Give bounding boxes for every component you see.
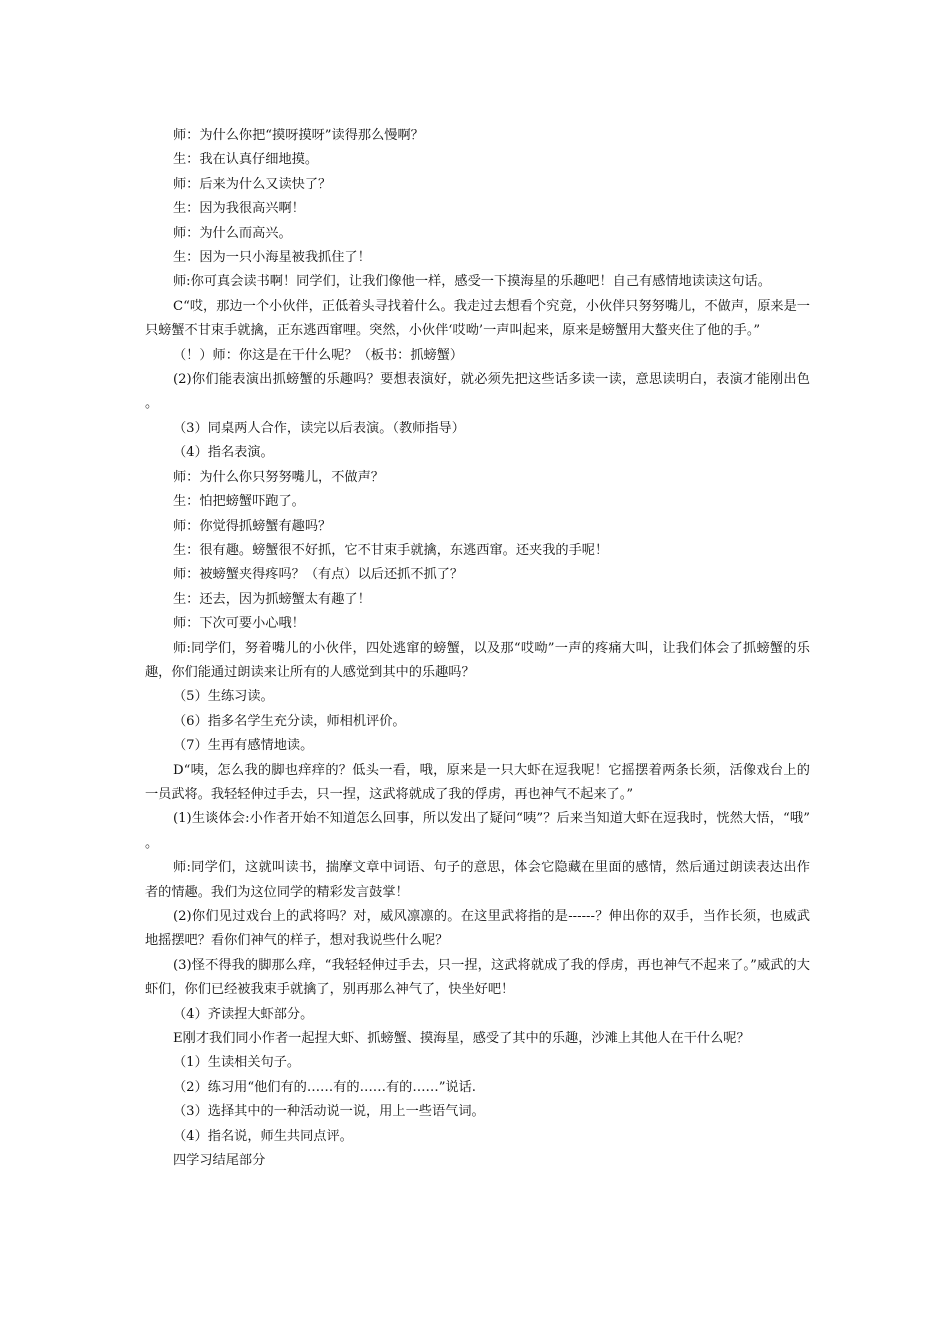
step-item: (1)生谈体会:小作者开始不知道怎么回事，所以发出了疑问“咦”？后来当知道大虾在逗我时，恍然大悟，“哦”。 xyxy=(145,811,810,851)
dialogue-line: 师:你可真会读书啊！同学们，让我们像他一样，感受一下摸海星的乐趣吧！自己有感情地读读这句话。 xyxy=(173,274,771,290)
step-item: （3）同桌两人合作，读完以后表演。（教师指导） xyxy=(173,420,465,436)
lesson-transcript xyxy=(145,124,810,1173)
step-item: （4）指名表演。 xyxy=(173,445,274,461)
step-item: （2）练习用“他们有的……有的……有的……”说话. xyxy=(173,1079,477,1095)
dialogue-line: 生：还去，因为抓螃蟹太有趣了！ xyxy=(173,591,371,607)
dialogue-line: 生：怕把螃蟹吓跑了。 xyxy=(173,494,305,510)
step-item: （7）生再有感情地读。 xyxy=(173,738,314,754)
dialogue-line: 师：被螃蟹夹得疼吗？（有点）以后还抓不抓了？ xyxy=(173,567,464,583)
dialogue-line: 师:同学们，这就叫读书，揣摩文章中词语、句子的意思，体会它隐藏在里面的感情，然后通过朗读表达出作者的情趣。我们为这位同学的精彩发言鼓掌！ xyxy=(145,860,810,900)
dialogue-line: 师：下次可要小心哦！ xyxy=(173,616,305,632)
step-item: (2)你们能表演出抓螃蟹的乐趣吗？要想表演好，就必须先把这些话多读一读，意思读明白，表演才能刚出色。 xyxy=(145,372,810,412)
step-item: （1）生读相关句子。 xyxy=(173,1055,301,1071)
text-excerpt: D“咦，怎么我的脚也痒痒的？低头一看，哦，原来是一只大虾在逗我呢！它摇摆着两条长须，活像戏台上的一员武将。我轻轻伸过手去，只一捏，这武将就成了我的俘虏，再也神气不起来了。” xyxy=(145,762,810,802)
dialogue-line: 师:同学们，努着嘴儿的小伙伴，四处逃窜的螃蟹，以及那“哎呦”一声的疼痛大叫，让我们体会了抓螃蟹的乐趣，你们能通过朗读来让所有的人感觉到其中的乐趣吗？ xyxy=(145,640,810,680)
step-item: （6）指多名学生充分读，师相机评价。 xyxy=(173,713,406,729)
dialogue-line: 生：很有趣。螃蟹很不好抓，它不甘束手就擒，东逃西窜。还夹我的手呢！ xyxy=(173,542,609,558)
text-excerpt: C“哎，那边一个小伙伴，正低着头寻找着什么。我走过去想看个究竟，小伙伴只努努嘴儿，不做声，原来是一只螃蟹不甘束手就擒，正东逃西窜哩。突然，小伙伴‘哎呦’一声叫起来，原来是螃蟹用大螯夹住了他的手。” xyxy=(145,298,810,339)
step-item: (2)你们见过戏台上的武将吗？对，威风凛凛的。在这里武将指的是------？伸出你的双手，当作长须，也威武地摇摆吧？看你们神气的样子，想对我说些什么呢？ xyxy=(145,909,810,949)
dialogue-line: 生：因为一只小海星被我抓住了！ xyxy=(173,250,371,266)
dialogue-line: 生：因为我很高兴啊！ xyxy=(173,201,305,217)
text-excerpt: E刚才我们同小作者一起捏大虾、抓螃蟹、摸海星，感受了其中的乐趣，沙滩上其他人在干什么呢？ xyxy=(173,1031,750,1047)
step-item: (3)怪不得我的脚那么痒，“我轻轻伸过手去，只一捏，这武将就成了我的俘虏，再也神气不起来了。”威武的大虾们，你们已经被我束手就擒了，别再那么神气了，快坐好吧！ xyxy=(145,957,810,998)
section-heading: 四学习结尾部分 xyxy=(173,1153,266,1169)
step-item: （5）生练习读。 xyxy=(173,689,274,705)
dialogue-line: 师：你觉得抓螃蟹有趣吗？ xyxy=(173,518,332,534)
dialogue-line: 师：后来为什么又读快了？ xyxy=(173,176,332,192)
step-item: （4）齐读捏大虾部分。 xyxy=(173,1006,314,1022)
dialogue-line: 师：为什么而高兴。 xyxy=(173,225,292,241)
step-item: （4）指名说，师生共同点评。 xyxy=(173,1128,353,1144)
dialogue-line: 师：为什么你只努努嘴儿，不做声？ xyxy=(173,469,384,485)
dialogue-line: 师：为什么你把“摸呀摸呀”读得那么慢啊？ xyxy=(173,128,424,143)
step-item: （3）选择其中的一种活动说一说，用上一些语气词。 xyxy=(173,1104,485,1120)
step-item: （！）师：你这是在干什么呢？（板书：抓螃蟹） xyxy=(173,347,464,363)
dialogue-line: 生：我在认真仔细地摸。 xyxy=(173,152,319,168)
